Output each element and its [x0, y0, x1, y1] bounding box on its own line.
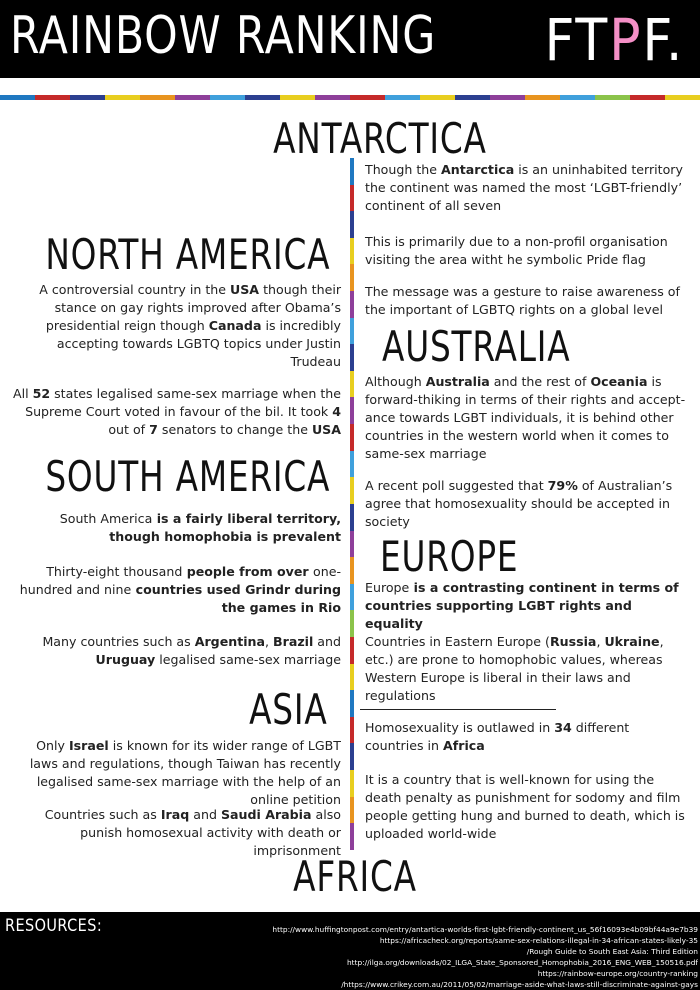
resource-link[interactable]: http://ilga.org/downloads/02_ILGA_State_Sponsored_Homophobia_2016_ENG_WEB_150516.pdf [347, 958, 698, 967]
rainbow-stripe-segment [385, 95, 420, 100]
divider-segment [350, 610, 354, 637]
rainbow-stripe-segment [0, 95, 35, 100]
rainbow-stripe-segment [140, 95, 175, 100]
bold-term: Africa [443, 738, 485, 753]
bold-term: Israel [69, 738, 109, 753]
divider-segment [350, 264, 354, 291]
page-title: RAINBOW RANKING [10, 6, 437, 66]
rainbow-divider [350, 158, 354, 850]
bold-term: Argentina [194, 634, 265, 649]
africa-paragraph-1: Homosexuality is outlawed in 34 different countries in Africa [365, 720, 630, 753]
antarctica-paragraph-2: This is primarily due to a non-profil organisation visiting the area witht he symbolic Pride flag [365, 234, 668, 267]
rainbow-stripe-segment [175, 95, 210, 100]
europe-paragraph-1: Europe is a contrasting continent in terms of countries supporting LGBT rights and equality [365, 580, 679, 631]
bold-term: Ukraine [604, 634, 660, 649]
rainbow-stripe-segment [665, 95, 700, 100]
bold-term: USA [311, 422, 341, 437]
bold-term: 4 [332, 404, 341, 419]
antarctica-paragraph-3: The message was a gesture to raise awareness of the important of LGBTQ rights on a global level [365, 284, 680, 317]
brand-logo-highlight: P [608, 6, 643, 74]
rainbow-stripe-segment [245, 95, 280, 100]
bold-term: 52 [32, 386, 51, 401]
bold-term: Canada [208, 318, 262, 333]
rainbow-stripe-segment [525, 95, 560, 100]
africa-divider-rule [360, 709, 556, 710]
north-america-paragraph-1: A controversial country in the USA though their stance on gay rights improved after Obama’s presidential reign though Canada is incredibly accepting towards LGBTQ topics under Justin Trudeau [39, 282, 341, 369]
resource-link: /Rough Guide to South East Asia: Third Edition [526, 947, 698, 956]
divider-segment [350, 637, 354, 664]
resource-link[interactable]: https://rainbow-europe.org/country-ranking [537, 969, 698, 978]
bold-term: USA [230, 282, 260, 297]
divider-segment [350, 477, 354, 504]
bold-term: Oceania [590, 374, 648, 389]
divider-segment [350, 451, 354, 478]
rainbow-stripe-segment [35, 95, 70, 100]
rainbow-stripe-segment [595, 95, 630, 100]
resources-list [178, 924, 698, 990]
rainbow-stripe [0, 95, 700, 100]
heading-north-america: NORTH AMERICA [45, 230, 330, 279]
south-america-paragraph-2: Thirty-eight thousand people from over one-hundred and nine countries used Grindr during the games in Rio [19, 564, 341, 615]
heading-europe: EUROPE [380, 532, 519, 581]
rainbow-stripe-segment [490, 95, 525, 100]
resource-link[interactable]: http://www.huffingtonpost.com/entry/antartica-worlds-first-lgbt-friendly-continent_us_56f16093e4b09bf44a9e7b39 [272, 925, 698, 934]
divider-segment [350, 211, 354, 238]
divider-segment [350, 557, 354, 584]
rainbow-stripe-segment [210, 95, 245, 100]
bold-term: countries used Grindr during the games in Rio [131, 582, 341, 615]
antarctica-paragraph-1: Though the Antarctica is an uninhabited territory the continent was named the most ‘LGBT-friendly’ continent of all seven [365, 162, 683, 213]
divider-segment [350, 823, 354, 850]
divider-segment [350, 531, 354, 558]
heading-australia: AUSTRALIA [382, 322, 571, 371]
rainbow-stripe-segment [560, 95, 595, 100]
divider-segment [350, 797, 354, 824]
rainbow-stripe-segment [420, 95, 455, 100]
australia-paragraph-1: Although Australia and the rest of Oceania is forward-thiking in terms of their rights and accept-ance towards LGBT individuals, it is behind other countries in the western world when it comes to same-sex marriage [365, 374, 686, 461]
resources-label: RESOURCES: [5, 916, 103, 936]
resource-link[interactable]: /https://www.crikey.com.au/2011/05/02/marriage-aside-what-laws-still-discriminate-against-gays [341, 980, 698, 989]
brand-logo-part-1: FT [544, 6, 609, 74]
heading-africa: AFRICA [293, 852, 417, 901]
bold-term: Australia [425, 374, 490, 389]
rainbow-stripe-segment [70, 95, 105, 100]
bold-term: is a contrasting continent in terms of countries supporting LGBT rights and equality [365, 580, 679, 631]
asia-paragraph-2: Countries such as Iraq and Saudi Arabia also punish homosexual activity with death or imprisonment [44, 807, 341, 858]
divider-segment [350, 664, 354, 691]
divider-segment [350, 424, 354, 451]
heading-antarctica: ANTARCTICA [273, 114, 487, 163]
bold-term: people from over [182, 564, 314, 579]
bold-term: Iraq [160, 807, 190, 822]
bold-term: Saudi Arabia [220, 807, 312, 822]
rainbow-stripe-segment [455, 95, 490, 100]
rainbow-stripe-segment [315, 95, 350, 100]
divider-segment [350, 717, 354, 744]
europe-paragraph-2: Countries in Eastern Europe (Russia, Ukraine, etc.) are prone to homophobic values, whereas Western Europe is liberal in their laws and regulations [365, 634, 664, 703]
divider-segment [350, 291, 354, 318]
heading-south-america: SOUTH AMERICA [45, 452, 330, 501]
divider-segment [350, 344, 354, 371]
rainbow-stripe-segment [105, 95, 140, 100]
divider-segment [350, 238, 354, 265]
bold-term: Russia [549, 634, 597, 649]
resources-footer [0, 912, 700, 990]
bold-term: 7 [149, 422, 158, 437]
divider-segment [350, 743, 354, 770]
north-america-paragraph-2: All 52 states legalised same-sex marriage when the Supreme Court voted in favour of the bil. It took 4 out of 7 senators to change the USA [12, 386, 341, 437]
heading-asia: ASIA [249, 685, 328, 734]
africa-paragraph-2: It is a country that is well-known for using the death penalty as punishment for sodomy and film people getting hung and burned to death, which is uploaded world-wide [365, 772, 685, 841]
south-america-paragraph-3: Many countries such as Argentina, Brazil and Uruguay legalised same-sex marriage [42, 634, 341, 667]
divider-segment [350, 318, 354, 345]
bold-term: Antarctica [441, 162, 515, 177]
divider-segment [350, 397, 354, 424]
divider-segment [350, 584, 354, 611]
asia-paragraph-1: Only Israel is known for its wider range of LGBT laws and regulations, though Taiwan has recently legalised same-sex marriage with the help of an online petition [29, 738, 341, 807]
brand-logo [544, 6, 684, 74]
resource-link[interactable]: https://africacheck.org/reports/same-sex-relations-illegal-in-34-african-states-likely-35 [379, 936, 698, 945]
divider-segment [350, 504, 354, 531]
rainbow-stripe-segment [630, 95, 665, 100]
bold-term: 79% [547, 478, 578, 493]
bold-term: Uruguay [95, 652, 156, 667]
rainbow-stripe-segment [280, 95, 315, 100]
south-america-paragraph-1: South America is a fairly liberal territory, though homophobia is prevalent [59, 511, 341, 544]
divider-segment [350, 371, 354, 398]
rainbow-stripe-segment [350, 95, 385, 100]
header-banner [0, 0, 700, 78]
brand-logo-part-2: F. [642, 6, 684, 74]
bold-term: Brazil [273, 634, 314, 649]
divider-segment [350, 690, 354, 717]
divider-segment [350, 770, 354, 797]
divider-segment [350, 185, 354, 212]
australia-paragraph-2: A recent poll suggested that 79% of Australian’s agree that homosexuality should be accepted in society [365, 478, 673, 529]
bold-term: is a fairly liberal territory, though homophobia is prevalent [109, 511, 341, 544]
bold-term: 34 [554, 720, 572, 735]
